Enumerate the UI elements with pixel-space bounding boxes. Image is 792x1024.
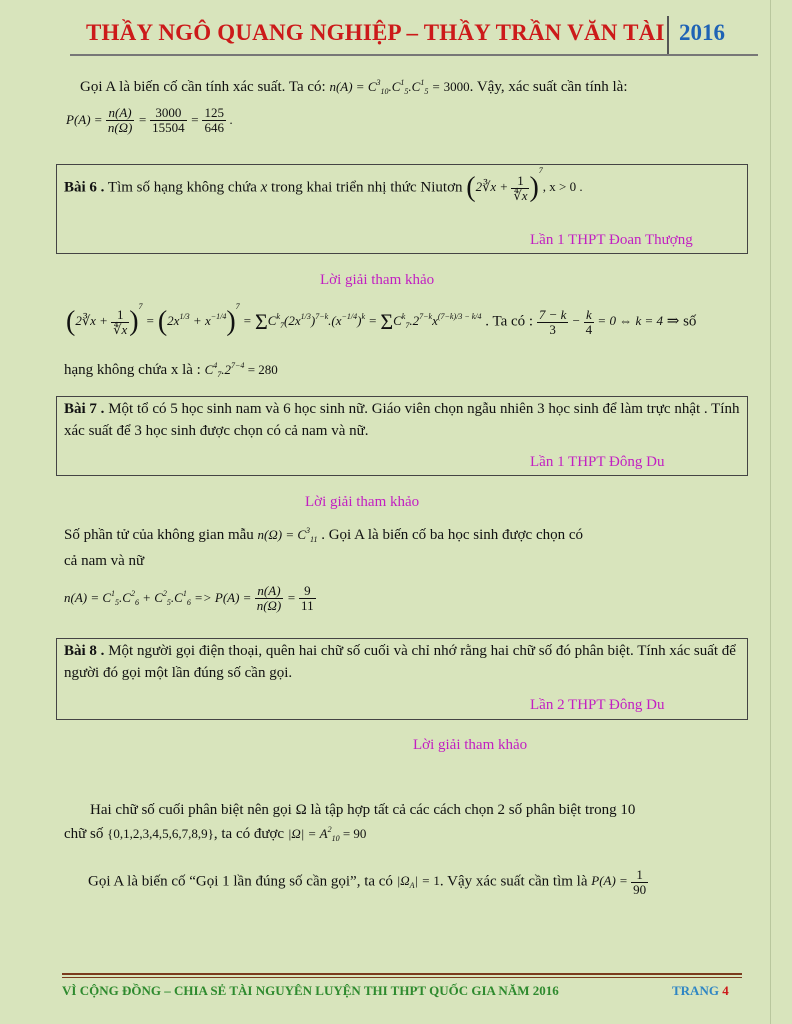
bai6-label: Bài 6 . (64, 179, 105, 196)
bai8-solution-title: Lời giải tham khảo (413, 737, 528, 753)
bai8-text: Một người gọi điện thoại, quên hai chữ số cuối và chỉ nhớ rằng hai chữ số đó phân biệt. Tính xác suất để người đó gọi một lần đúng số cần gọi. (64, 643, 736, 681)
bai7-sample-space: $n(\Omega) = C^3_{11}$ (257, 526, 318, 544)
bai8-sol1b: chữ số (64, 826, 104, 842)
bai8-probability: P(A) = $\frac{1}{90}$ (591, 867, 647, 897)
header-divider (70, 54, 758, 56)
footer-page-number: 4 (722, 983, 729, 998)
bai6-formula: (2∛x + $\frac{1}{∜x}$ )$^7$, x > 0 . (466, 166, 583, 204)
bai7-question (64, 398, 740, 442)
bai7-source: Lần 1 THPT Đông Du (530, 454, 665, 470)
bai8-solution-line1: Hai chữ số cuối phân biệt nên gọi Ω là tập hợp tất cả các cách chọn 2 số phân biệt trong 10 (90, 802, 636, 818)
bai6-source: Lần 1 THPT Đoan Thượng (530, 232, 693, 248)
intro-line1 (80, 76, 750, 100)
bai6-line2-text: hạng không chứa x là : (64, 362, 201, 378)
bai6-text2: trong khai triển nhị thức Niutơn (271, 179, 463, 196)
bai8-source: Lần 2 THPT Đông Du (530, 697, 665, 713)
bai7-label: Bài 7 . (64, 401, 105, 417)
bai8-solution-line3 (88, 868, 748, 897)
footer-page-label: TRANG (672, 983, 719, 998)
intro-text1: Gọi A là biến cố cần tính xác suất. Ta có: (80, 79, 326, 95)
intro-probability: P(A) = $\frac{n(A)}{n(\Omega)}$ = $\frac{3000}{15504}$ = $\frac{125}{646}$ . (66, 105, 233, 135)
footer-divider-thick (62, 973, 742, 975)
footer-slogan: VÌ CỘNG ĐỒNG – CHIA SẺ TÀI NGUYÊN LUYỆN THI THPT QUỐC GIA NĂM 2016 (62, 983, 559, 998)
bai6-solve-eq: $\frac{7 - k}{3}$ − $\frac{k}{4}$ = 0 ⇔ k = 4 (538, 307, 663, 337)
bai8-sol2b: . Vậy xác suất cần tìm là (439, 873, 588, 890)
bai6-question: Bài 6 . Tìm số hạng không chứa x trong khai triển nhị thức Niutơn (2∛x + $\frac{1}{∜x}$ )$^7$, x > 0 . (64, 166, 583, 204)
bai8-solution-line2 (64, 823, 744, 847)
bai6-result: $C^4_7.2^{7-4} = 280$ (204, 361, 278, 379)
bai7-solution-line2: cả nam và nữ (64, 553, 145, 569)
bai7-sol1a: Số phần tử của không gian mẫu (64, 527, 254, 543)
bai8-omega: $|\Omega| = A^2_{10} = 90$ (287, 825, 367, 843)
bai7-solution-formula: $n(A) = C^1_5.C^2_6 + C^2_5.C^1_6 => P(A)$ = $\frac{n(A)}{n(\Omega)}$ = $\frac{9}{11}$ (64, 583, 314, 613)
bai6-solution-line2 (64, 359, 278, 383)
bai6-text: Tìm số hạng không chứa (107, 179, 257, 196)
bai6-solution-title: Lời giải tham khảo (320, 272, 435, 288)
header-title: THẦY NGÔ QUANG NGHIỆP – THẦY TRẦN VĂN TÀI (86, 20, 665, 45)
bai8-digits: {0,1,2,3,4,5,6,7,8,9} (107, 826, 214, 841)
bai7-sol1b: . Gọi A là biến cố ba học sinh được chọn có (321, 527, 584, 543)
intro-formula-na: $n(A) = C^3_{10}.C^1_5.C^1_5 = 3000$ (329, 78, 470, 96)
bai7-text: Một tổ có 5 học sinh nam và 6 học sinh nữ. Giáo viên chọn ngẫu nhiên 3 học sinh để làm trực nhật . Tính xác suất để 3 học sinh được chọn có cả nam và nữ. (64, 401, 740, 439)
bai7-solution-title: Lời giải tham khảo (305, 494, 420, 510)
header-year: 2016 (679, 20, 725, 45)
bai7-solution-line1 (64, 524, 744, 548)
bai6-solve-tail: . Ta có : (485, 313, 534, 330)
bai6-solution-expansion: (2∛x + $\frac{1}{∜x}$ )$^7 = (2x^{1/3} + x^{-1/4})^7 = \Sigma C^k_7(2x^{1/3})^{7-k}.(x^{-1/4})^k = \Sigma C^k_7.2^{7-k}x^{(7-k)/3 - k/4}$ (66, 302, 482, 338)
intro-text2: . Vậy, xác suất cần tính là: (469, 79, 628, 95)
footer-page (672, 983, 729, 999)
bai8-label: Bài 8 . (64, 643, 105, 659)
bai6-solution-line1 (66, 302, 756, 338)
page-right-rule (770, 0, 771, 1024)
bai6-solve-implies: ⇒ số (666, 313, 697, 330)
footer-divider-thin (62, 977, 742, 978)
bai8-question (64, 640, 740, 684)
header-separator (667, 16, 669, 54)
bai8-omega-a: $|\Omega_A| = 1$ (396, 873, 440, 891)
bai8-sol1c: , ta có được (213, 826, 285, 842)
bai8-sol2a: Gọi A là biến cố “Gọi 1 lần đúng số cần gọi”, ta có (88, 873, 393, 890)
